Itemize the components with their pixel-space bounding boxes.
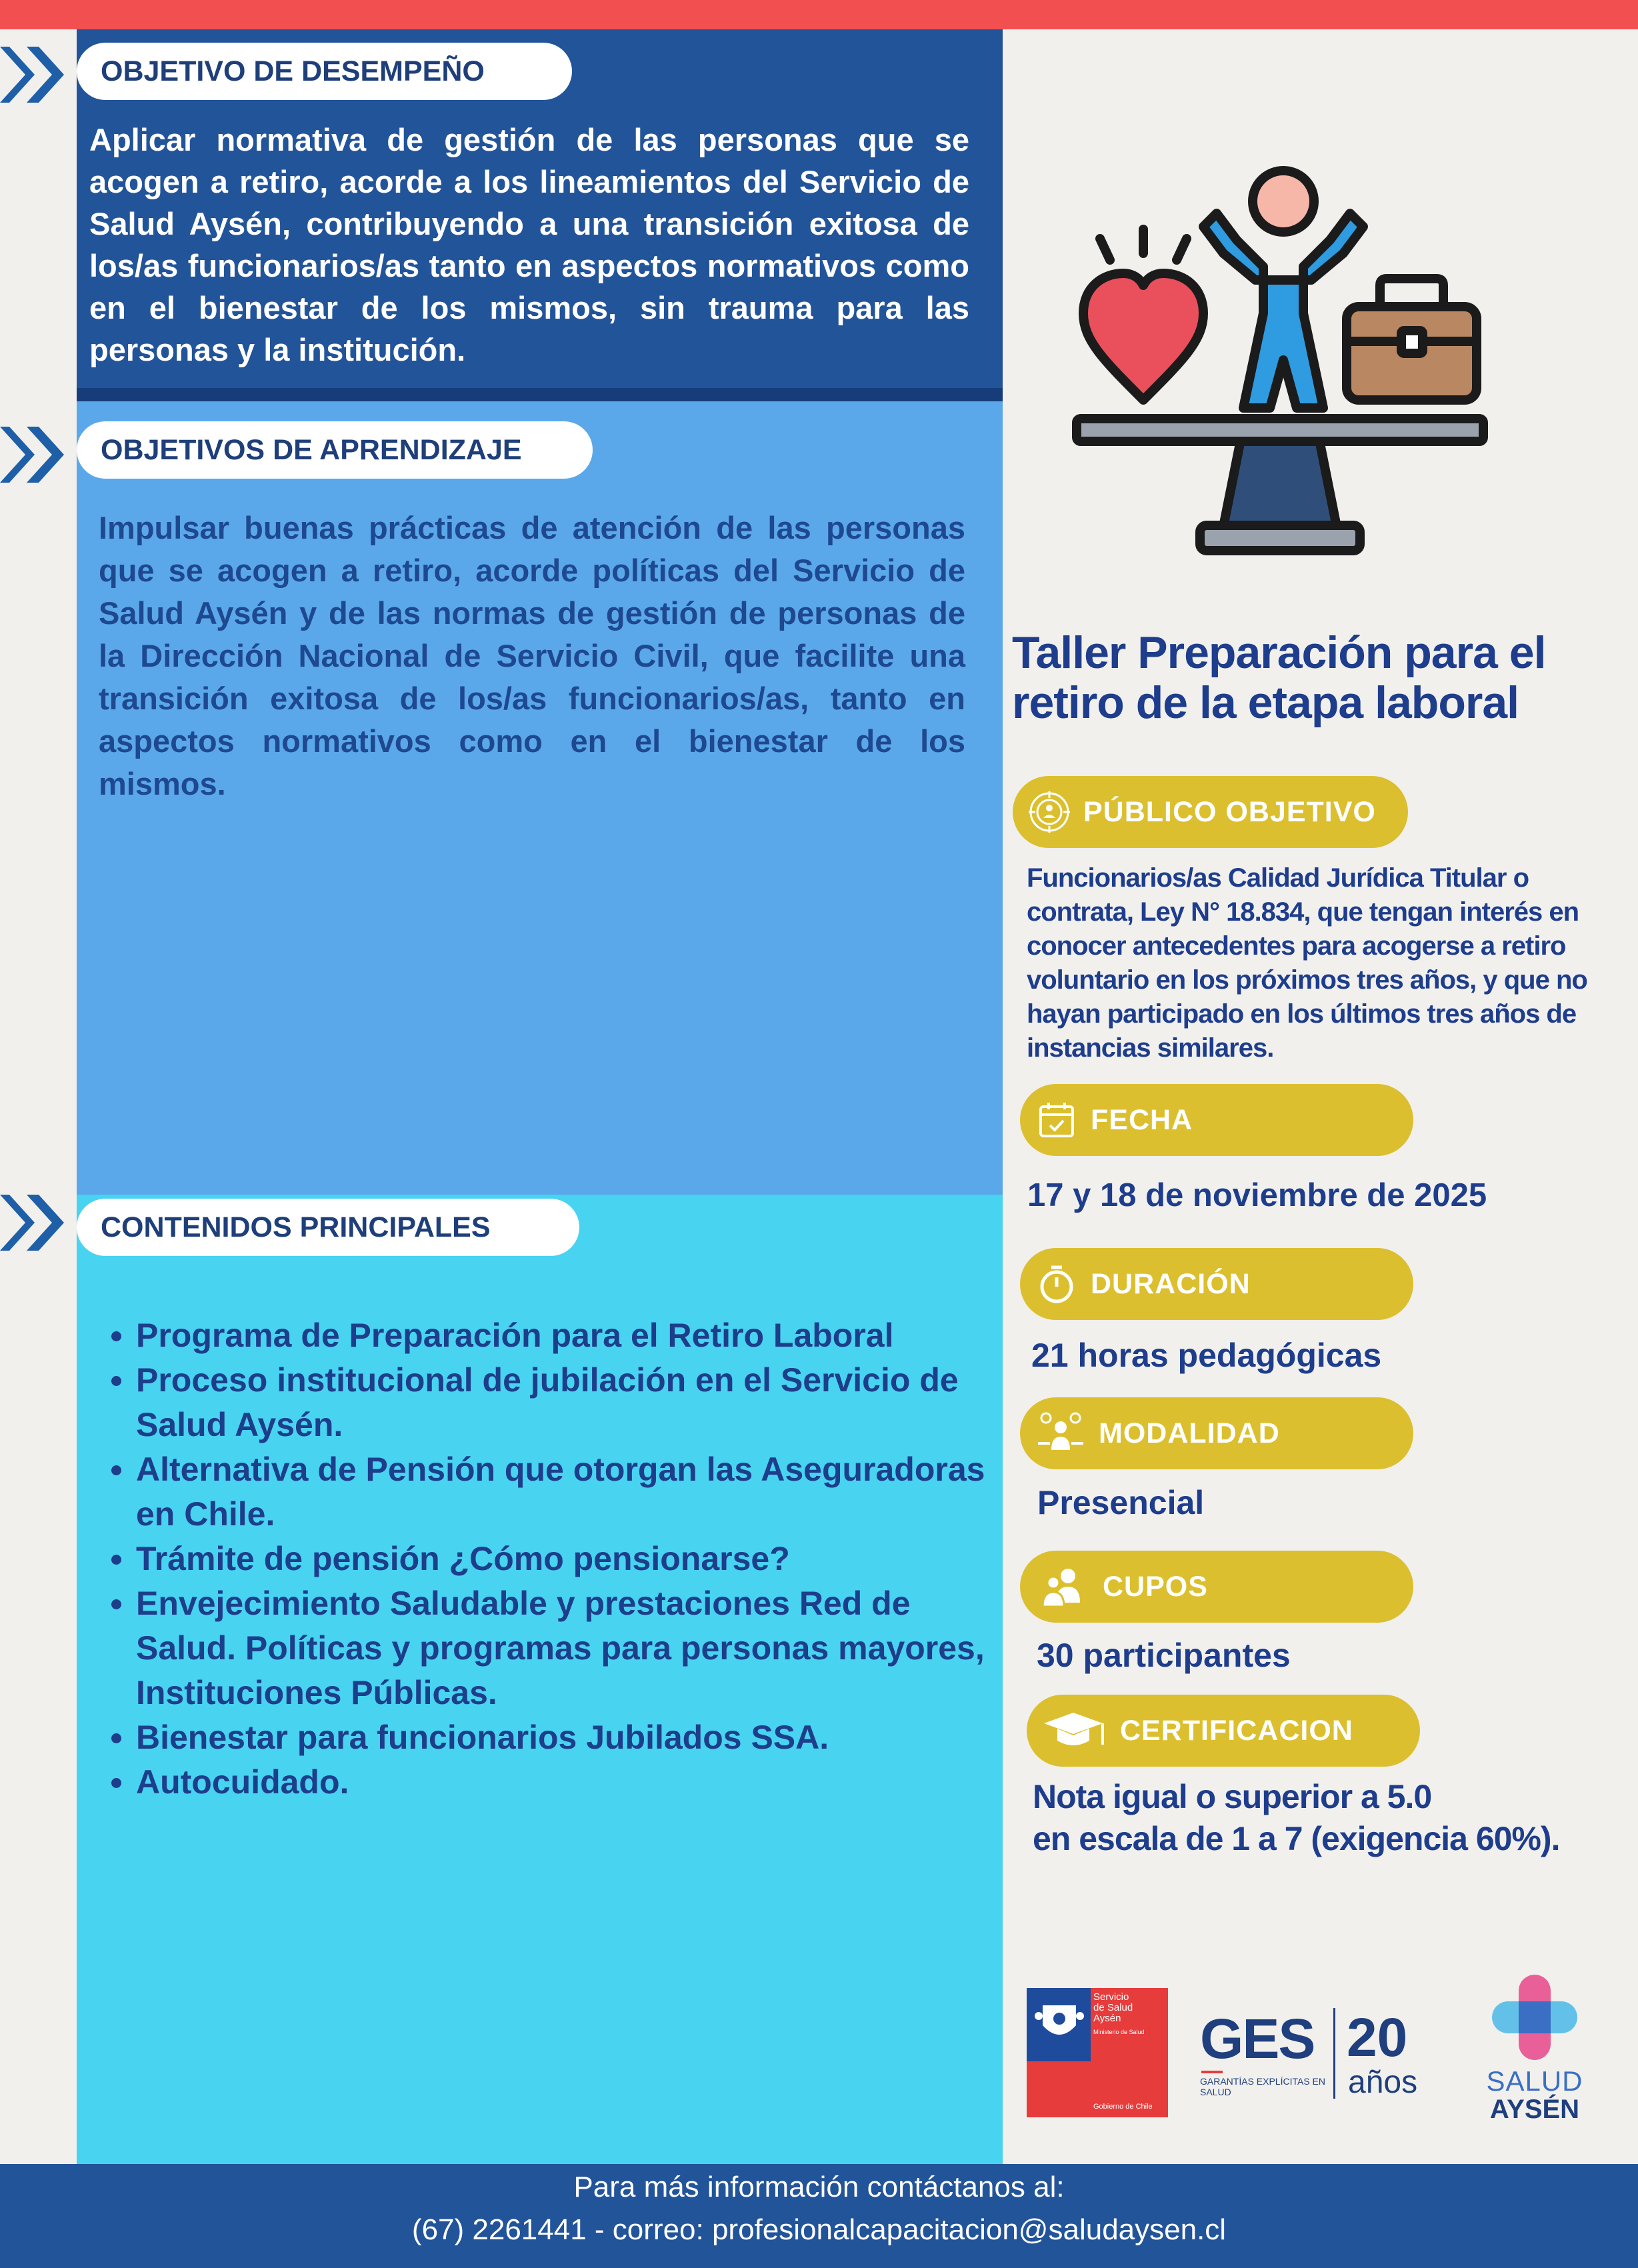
date-badge — [1020, 1084, 1413, 1156]
cross-logo-icon — [1488, 1971, 1581, 2064]
stopwatch-icon — [1035, 1262, 1079, 1306]
duration-label: DURACIÓN — [1091, 1267, 1251, 1300]
certification-value — [1033, 1776, 1559, 1860]
gov-logo-text: de Salud — [1093, 2002, 1133, 2013]
certification-label: CERTIFICACION — [1120, 1714, 1353, 1747]
target-audience-badge — [1013, 776, 1408, 848]
workshop-title: Taller Preparación para el retiro de la etapa laboral — [1012, 627, 1546, 728]
certification-line-2: en escala de 1 a 7 (exigencia 60%). — [1033, 1820, 1560, 1857]
ges-years: años — [1348, 2065, 1418, 2100]
gov-logo-text: Servicio — [1093, 1991, 1129, 2003]
list-item: • Programa de Preparación para el Retiro Laboral — [136, 1313, 1016, 1358]
top-accent-bar — [0, 0, 1638, 29]
aysen-text: AYSÉN — [1489, 2095, 1580, 2124]
certification-line-1: Nota igual o superior a 5.0 — [1033, 1778, 1432, 1815]
list-item: • Alternativa de Pensión que otorgan las Aseguradoras en Chile. — [136, 1447, 1016, 1537]
graduation-cap-icon — [1041, 1709, 1108, 1753]
double-chevron-icon — [0, 41, 73, 108]
date-value: 17 y 18 de noviembre de 2025 — [1027, 1177, 1487, 1213]
learning-objectives-heading: OBJETIVOS DE APRENDIZAJE — [77, 421, 593, 479]
gov-logo-text: Aysén — [1093, 2013, 1121, 2024]
work-life-balance-illustration — [1063, 160, 1497, 573]
contents-list — [107, 1313, 1016, 1805]
gov-logo-text: Ministerio de Salud — [1093, 2029, 1145, 2035]
duration-badge — [1020, 1248, 1413, 1320]
modality-badge — [1020, 1397, 1413, 1469]
double-chevron-icon — [0, 421, 73, 488]
double-chevron-icon — [0, 1189, 73, 1256]
modality-label: MODALIDAD — [1099, 1417, 1280, 1449]
list-item: • Bienestar para funcionarios Jubilados SSA. — [136, 1715, 1016, 1760]
seats-label: CUPOS — [1103, 1570, 1208, 1603]
contact-details: (67) 2261441 - correo: profesionalcapacitacion@saludaysen.cl — [411, 2213, 1227, 2246]
seats-badge — [1020, 1551, 1413, 1623]
date-label: FECHA — [1091, 1103, 1193, 1136]
list-item: • Proceso institucional de jubilación en el Servicio de Salud Aysén. — [136, 1358, 1016, 1447]
ges-subtitle: GARANTÍAS EXPLÍCITAS EN SALUD — [1200, 2076, 1326, 2097]
gov-logo-text: Gobierno de Chile — [1093, 2103, 1153, 2111]
duration-value: 21 horas pedagógicas — [1031, 1337, 1382, 1374]
audience-target-icon — [1027, 790, 1071, 834]
performance-objective-text: Aplicar normativa de gestión de las personas que se acogen a retiro, acorde a los lineamientos del Servicio de Salud Aysén, contribuyendo a una transición exitosa de los/as funcionarios/as tanto en aspectos normativos como en el bienestar de los mismos, sin trauma para las personas y la institución. — [89, 122, 969, 367]
list-item: • Trámite de pensión ¿Cómo pensionarse? — [136, 1537, 1016, 1581]
coat-of-arms-icon — [1033, 1996, 1085, 2047]
certification-badge — [1027, 1695, 1420, 1767]
presenter-icon — [1035, 1411, 1087, 1455]
ges-twenty: 20 — [1347, 2007, 1408, 2068]
people-icon — [1035, 1565, 1091, 1609]
main-contents-heading: CONTENIDOS PRINCIPALES — [77, 1199, 579, 1256]
gobierno-de-chile-logo — [1027, 1988, 1168, 2117]
salud-text: SALUD — [1486, 2065, 1583, 2097]
seats-value: 30 participantes — [1037, 1637, 1291, 1674]
calendar-icon — [1035, 1098, 1079, 1142]
modality-value: Presencial — [1037, 1484, 1205, 1521]
list-item: • Envejecimiento Saludable y prestaciones Red de Salud. Políticas y programas para personas mayores, Instituciones Públicas. — [136, 1581, 1016, 1715]
ges-20-anos-logo — [1200, 2007, 1440, 2107]
salud-aysen-logo — [1481, 1971, 1588, 2124]
learning-objectives-text: Impulsar buenas prácticas de atención de las personas que se acogen a retiro, acorde políticas del Servicio de Salud Aysén y de las normas de gestión de personas de la Dirección Nacional de Servicio Civil, que facilite una transición exitosa de los/as funcionarios/as, tanto en aspectos normativos como en el bienestar de los mismos. — [99, 510, 965, 801]
contact-intro: Para más información contáctanos al: — [573, 2171, 1065, 2203]
target-audience-label: PÚBLICO OBJETIVO — [1083, 795, 1376, 828]
performance-objective-heading: OBJETIVO DE DESEMPEÑO — [77, 43, 572, 100]
ges-wordmark: GES — [1200, 2007, 1315, 2070]
target-audience-text: Funcionarios/as Calidad Jurídica Titular o contrata, Ley N° 18.834, que tengan interés en conocer antecedentes para acogerse a retiro voluntario en los próximos tres años, y que no hayan participado en los últimos tres años de instancias similares. — [1027, 863, 1587, 1063]
list-item: • Autocuidado. — [136, 1760, 1016, 1805]
